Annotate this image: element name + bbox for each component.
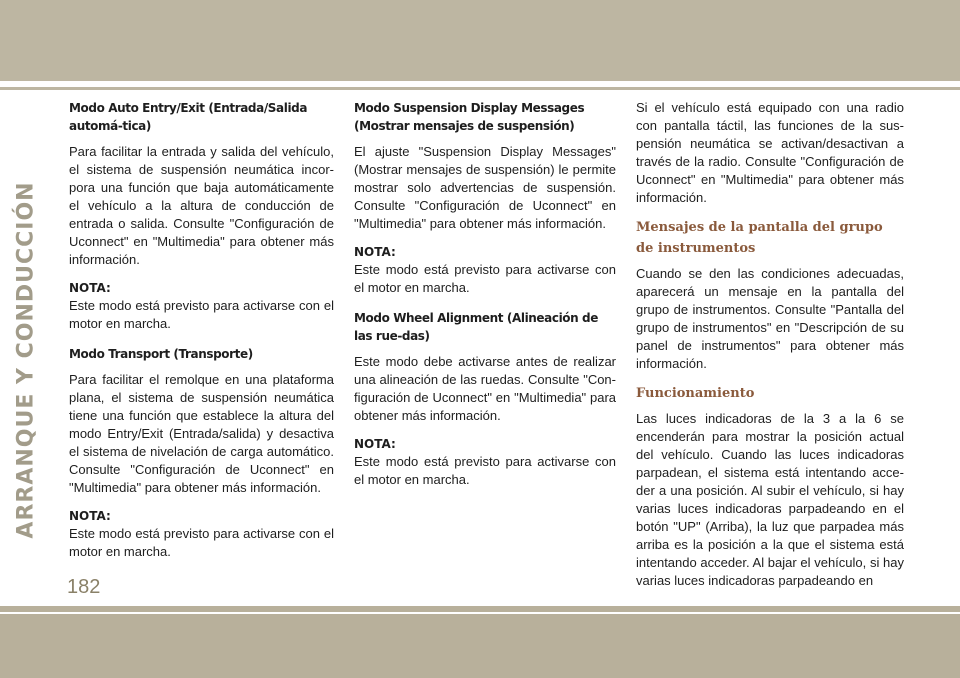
page-number: 182 — [67, 576, 101, 598]
note-label: NOTA: — [354, 437, 396, 451]
section-heading-cluster-messages: Mensajes de la pantalla del grupo de instrumentos — [636, 220, 883, 256]
paragraph-touchscreen-radio: Si el vehículo está equipado con una radio con pantalla táctil, las funciones de la sus-pensión neumática se activan/desactivan a través de la radio. Consulte "Configuración de Uconnect" en "Multimedia" para obtener más información. — [636, 100, 904, 205]
column-2 — [354, 99, 616, 501]
note-text: Este modo está previsto para activarse con el motor en marcha. — [69, 298, 334, 331]
footer-band — [0, 606, 960, 678]
note-label: NOTA: — [69, 509, 111, 523]
paragraph-suspension-display-messages: El ajuste "Suspension Display Messages" (Mostrar mensajes de suspensión) le permite mostrar solo advertencias de suspensión. Consulte "Configuración de Uconnect" en "Multimedia" para obtener más información. — [354, 144, 616, 231]
paragraph-transport: Para facilitar el remolque en una plataforma plana, el sistema de suspensión neumática tiene una función que establece la altura del modo Entry/Exit (Entrada/salida) y desactiva el sistema de nivelación de carga automático. Consulte "Configuración de Uconnect" en "Multimedia" para obtener más información. — [69, 372, 334, 495]
header-band — [0, 0, 960, 81]
section-side-tab: ARRANQUE Y CONDUCCIÓN — [13, 181, 39, 539]
paragraph-wheel-alignment: Este modo debe activarse antes de realizar una alineación de las ruedas. Consulte "Con-figuración de Uconnect" en "Multimedia" para obtener más información. — [354, 354, 616, 423]
heading-transport: Modo Transport (Transporte) — [69, 347, 253, 361]
note-text: Este modo está previsto para activarse con el motor en marcha. — [354, 454, 616, 487]
note-label: NOTA: — [354, 245, 396, 259]
column-3 — [636, 99, 904, 600]
paragraph-operation: Las luces indicadoras de la 3 a la 6 se encenderán para mostrar la posición actual del vehículo. Cuando las luces indicadoras parpadean, el sistema está intentando acce-der a una posición. Al subir el vehículo, si hay varias luces indicadoras parpadeando en el botón "UP" (Arriba), la luz que parpadea más arriba es la posición a la que el sistema está intentando acceder. Al bajar el vehículo, si hay varias luces indicadoras parpadeando en — [636, 411, 904, 588]
footer-rule — [0, 612, 960, 614]
note-text: Este modo está previsto para activarse con el motor en marcha. — [354, 262, 616, 295]
heading-suspension-display-messages: Modo Suspension Display Messages (Mostrar mensajes de suspensión) — [354, 101, 585, 133]
paragraph-auto-entry-exit: Para facilitar la entrada y salida del vehículo, el sistema de suspensión neumática incor-pora una función que baja automáticamente el vehículo a la altura de conducción de entrada o salida. Consulte "Configuración de Uconnect" en "Multimedia" para obtener más información. — [69, 144, 334, 267]
column-1 — [69, 99, 334, 573]
paragraph-cluster-messages: Cuando se den las condiciones adecuadas, aparecerá un mensaje en la pantalla del grupo de instrumentos. Consulte "Pantalla del grupo de instrumentos" en "Descripción de su panel de instrumentos" para obtener más información. — [636, 266, 904, 371]
heading-wheel-alignment: Modo Wheel Alignment (Alineación de las rue-das) — [354, 311, 598, 343]
heading-auto-entry-exit: Modo Auto Entry/Exit (Entrada/Salida automá-tica) — [69, 101, 308, 133]
header-rule — [0, 87, 960, 90]
section-heading-operation: Funcionamiento — [636, 386, 755, 401]
note-text: Este modo está previsto para activarse con el motor en marcha. — [69, 526, 334, 559]
note-label: NOTA: — [69, 281, 111, 295]
